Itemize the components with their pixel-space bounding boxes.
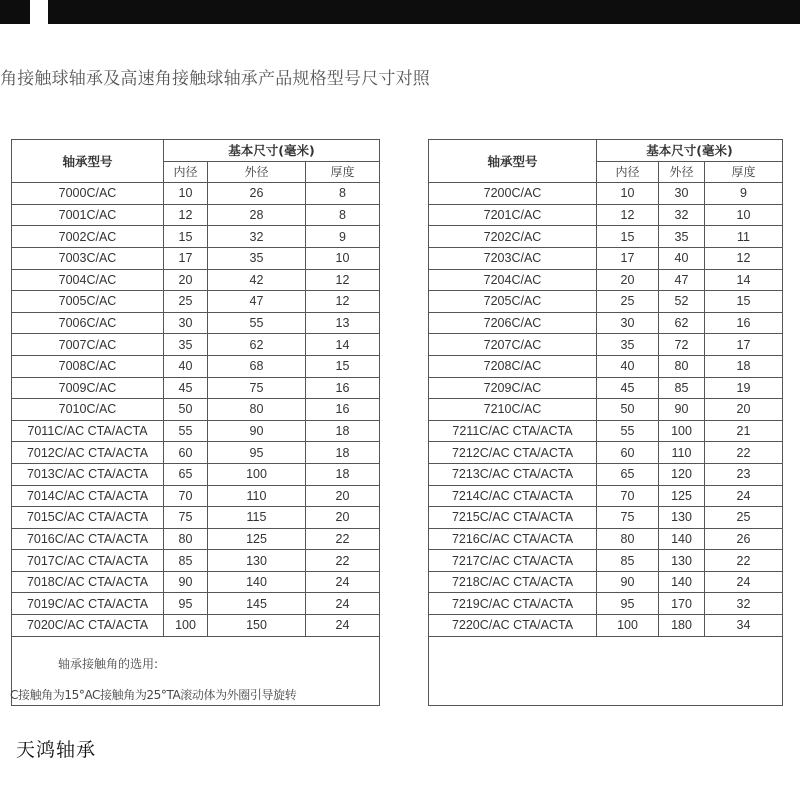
bearing-model-cell: 7205C/AC — [429, 291, 597, 313]
table-row — [429, 247, 783, 269]
outer-diameter-cell: 47 — [208, 291, 306, 313]
outer-diameter-cell: 140 — [659, 571, 705, 593]
inner-diameter-cell: 90 — [597, 571, 659, 593]
table-row — [12, 312, 380, 334]
inner-diameter-cell: 10 — [164, 183, 208, 205]
outer-diameter-cell: 145 — [208, 593, 306, 615]
outer-diameter-cell: 90 — [659, 399, 705, 421]
table-row — [12, 334, 380, 356]
outer-diameter-cell: 125 — [659, 485, 705, 507]
thickness-cell: 10 — [306, 247, 380, 269]
table-row — [12, 571, 380, 593]
thickness-cell: 9 — [306, 226, 380, 248]
thickness-cell: 8 — [306, 204, 380, 226]
inner-diameter-cell: 75 — [164, 507, 208, 529]
table-row — [12, 615, 380, 637]
thickness-cell: 22 — [705, 550, 783, 572]
outer-diameter-cell: 35 — [208, 247, 306, 269]
inner-diameter-cell: 65 — [597, 463, 659, 485]
bearing-model-cell: 7212C/AC CTA/ACTA — [429, 442, 597, 464]
table-row — [429, 399, 783, 421]
outer-diameter-cell: 26 — [208, 183, 306, 205]
inner-diameter-cell: 10 — [597, 183, 659, 205]
thickness-cell: 24 — [705, 485, 783, 507]
thickness-cell: 18 — [705, 355, 783, 377]
outer-diameter-cell: 100 — [208, 463, 306, 485]
table-row — [12, 442, 380, 464]
table-row — [429, 183, 783, 205]
bearing-model-cell: 7005C/AC — [12, 291, 164, 313]
bearing-model-cell: 7002C/AC — [12, 226, 164, 248]
bearing-model-cell: 7213C/AC CTA/ACTA — [429, 463, 597, 485]
thickness-cell: 32 — [705, 593, 783, 615]
spec-table-7200-series — [428, 139, 783, 637]
thickness-cell: 20 — [705, 399, 783, 421]
table-row — [12, 377, 380, 399]
outer-diameter-cell: 110 — [659, 442, 705, 464]
outer-diameter-cell: 110 — [208, 485, 306, 507]
outer-diameter-cell: 90 — [208, 420, 306, 442]
inner-diameter-cell: 85 — [597, 550, 659, 572]
inner-diameter-cell: 40 — [164, 355, 208, 377]
bearing-model-cell: 7000C/AC — [12, 183, 164, 205]
bearing-model-cell: 7219C/AC CTA/ACTA — [429, 593, 597, 615]
table-row — [12, 550, 380, 572]
page-title: 角接触球轴承及高速角接触球轴承产品规格型号尺寸对照 — [0, 69, 430, 89]
thickness-cell: 26 — [705, 528, 783, 550]
bearing-model-cell: 7012C/AC CTA/ACTA — [12, 442, 164, 464]
inner-diameter-cell: 100 — [597, 615, 659, 637]
table-header-row — [429, 140, 783, 162]
inner-diameter-cell: 50 — [164, 399, 208, 421]
inner-diameter-cell: 40 — [597, 355, 659, 377]
inner-diameter-cell: 35 — [597, 334, 659, 356]
table-row — [12, 420, 380, 442]
table-row — [12, 463, 380, 485]
note-text: C接触角为15°AC接触角为25°TA滚动体为外圈引导旋转 — [10, 688, 297, 702]
thickness-cell: 18 — [306, 463, 380, 485]
outer-diameter-cell: 68 — [208, 355, 306, 377]
thickness-cell: 25 — [705, 507, 783, 529]
outer-diameter-cell: 120 — [659, 463, 705, 485]
bearing-model-cell: 7214C/AC CTA/ACTA — [429, 485, 597, 507]
outer-diameter-cell: 47 — [659, 269, 705, 291]
bearing-model-cell: 7003C/AC — [12, 247, 164, 269]
inner-diameter-cell: 75 — [597, 507, 659, 529]
thickness-cell: 18 — [306, 442, 380, 464]
thickness-cell: 15 — [705, 291, 783, 313]
inner-diameter-cell: 45 — [597, 377, 659, 399]
table-row — [12, 593, 380, 615]
table-row — [429, 312, 783, 334]
outer-diameter-cell: 125 — [208, 528, 306, 550]
outer-diameter-cell: 35 — [659, 226, 705, 248]
outer-diameter-cell: 55 — [208, 312, 306, 334]
brand-name: 天鸿轴承 — [16, 739, 97, 761]
bearing-model-cell: 7001C/AC — [12, 204, 164, 226]
thickness-cell: 22 — [705, 442, 783, 464]
table-row — [429, 550, 783, 572]
outer-diameter-cell: 62 — [659, 312, 705, 334]
outer-diameter-cell: 75 — [208, 377, 306, 399]
thickness-cell: 21 — [705, 420, 783, 442]
bearing-model-cell: 7013C/AC CTA/ACTA — [12, 463, 164, 485]
outer-diameter-cell: 170 — [659, 593, 705, 615]
table-row — [429, 291, 783, 313]
table-row — [12, 507, 380, 529]
table-row — [429, 355, 783, 377]
outer-diameter-cell: 32 — [208, 226, 306, 248]
basic-dimensions-header: 基本尺寸(毫米) — [164, 140, 380, 162]
outer-diameter-cell: 85 — [659, 377, 705, 399]
model-column-header: 轴承型号 — [12, 140, 164, 183]
inner-diameter-cell: 45 — [164, 377, 208, 399]
bearing-model-cell: 7220C/AC CTA/ACTA — [429, 615, 597, 637]
inner-diameter-cell: 90 — [164, 571, 208, 593]
table-row — [429, 615, 783, 637]
table-row — [12, 485, 380, 507]
thickness-cell: 17 — [705, 334, 783, 356]
outer-diameter-cell: 140 — [208, 571, 306, 593]
basic-dimensions-header: 基本尺寸(毫米) — [597, 140, 783, 162]
bearing-model-cell: 7018C/AC CTA/ACTA — [12, 571, 164, 593]
inner-diameter-cell: 20 — [597, 269, 659, 291]
inner-diameter-header: 内径 — [164, 161, 208, 183]
table-row — [12, 399, 380, 421]
outer-diameter-cell: 80 — [208, 399, 306, 421]
outer-diameter-cell: 130 — [208, 550, 306, 572]
table-row — [429, 528, 783, 550]
outer-diameter-cell: 130 — [659, 507, 705, 529]
bearing-model-cell: 7217C/AC CTA/ACTA — [429, 550, 597, 572]
top-banner-gap — [30, 0, 48, 24]
inner-diameter-cell: 60 — [597, 442, 659, 464]
table-row — [12, 204, 380, 226]
inner-diameter-cell: 25 — [597, 291, 659, 313]
inner-diameter-cell: 80 — [597, 528, 659, 550]
thickness-cell: 18 — [306, 420, 380, 442]
inner-diameter-cell: 50 — [597, 399, 659, 421]
thickness-cell: 12 — [705, 247, 783, 269]
thickness-cell: 14 — [705, 269, 783, 291]
bearing-model-cell: 7004C/AC — [12, 269, 164, 291]
bearing-model-cell: 7010C/AC — [12, 399, 164, 421]
inner-diameter-cell: 70 — [597, 485, 659, 507]
thickness-cell: 23 — [705, 463, 783, 485]
bearing-model-cell: 7009C/AC — [12, 377, 164, 399]
thickness-cell: 34 — [705, 615, 783, 637]
bearing-model-cell: 7203C/AC — [429, 247, 597, 269]
bearing-model-cell: 7210C/AC — [429, 399, 597, 421]
bearing-model-cell: 7209C/AC — [429, 377, 597, 399]
thickness-header: 厚度 — [705, 161, 783, 183]
inner-diameter-cell: 25 — [164, 291, 208, 313]
inner-diameter-cell: 12 — [164, 204, 208, 226]
thickness-cell: 11 — [705, 226, 783, 248]
bearing-model-cell: 7200C/AC — [429, 183, 597, 205]
thickness-header: 厚度 — [306, 161, 380, 183]
thickness-cell: 22 — [306, 550, 380, 572]
thickness-cell: 16 — [306, 377, 380, 399]
thickness-cell: 19 — [705, 377, 783, 399]
bearing-model-cell: 7201C/AC — [429, 204, 597, 226]
bearing-model-cell: 7215C/AC CTA/ACTA — [429, 507, 597, 529]
thickness-cell: 24 — [306, 571, 380, 593]
outer-diameter-cell: 72 — [659, 334, 705, 356]
inner-diameter-cell: 95 — [164, 593, 208, 615]
bearing-model-cell: 7011C/AC CTA/ACTA — [12, 420, 164, 442]
bearing-model-cell: 7202C/AC — [429, 226, 597, 248]
model-column-header: 轴承型号 — [429, 140, 597, 183]
table-row — [429, 204, 783, 226]
table-row — [12, 183, 380, 205]
table-row — [429, 442, 783, 464]
table-row — [429, 269, 783, 291]
inner-diameter-cell: 15 — [597, 226, 659, 248]
inner-diameter-cell: 55 — [164, 420, 208, 442]
thickness-cell: 20 — [306, 507, 380, 529]
bearing-model-cell: 7015C/AC CTA/ACTA — [12, 507, 164, 529]
outer-diameter-cell: 180 — [659, 615, 705, 637]
thickness-cell: 13 — [306, 312, 380, 334]
inner-diameter-cell: 70 — [164, 485, 208, 507]
outer-diameter-cell: 42 — [208, 269, 306, 291]
thickness-cell: 12 — [306, 291, 380, 313]
table-row — [12, 355, 380, 377]
contact-angle-note-box — [11, 637, 380, 706]
table-row — [429, 377, 783, 399]
outer-diameter-cell: 40 — [659, 247, 705, 269]
bearing-model-cell: 7216C/AC CTA/ACTA — [429, 528, 597, 550]
bearing-model-cell: 7017C/AC CTA/ACTA — [12, 550, 164, 572]
outer-diameter-cell: 130 — [659, 550, 705, 572]
inner-diameter-cell: 17 — [597, 247, 659, 269]
bearing-model-cell: 7208C/AC — [429, 355, 597, 377]
thickness-cell: 16 — [705, 312, 783, 334]
table-row — [429, 593, 783, 615]
thickness-cell: 16 — [306, 399, 380, 421]
thickness-cell: 24 — [306, 593, 380, 615]
table-row — [429, 507, 783, 529]
outer-diameter-cell: 30 — [659, 183, 705, 205]
table-row — [12, 226, 380, 248]
table-row — [12, 291, 380, 313]
thickness-cell: 12 — [306, 269, 380, 291]
outer-diameter-cell: 115 — [208, 507, 306, 529]
table-row — [429, 334, 783, 356]
outer-diameter-cell: 62 — [208, 334, 306, 356]
thickness-cell: 24 — [705, 571, 783, 593]
inner-diameter-cell: 60 — [164, 442, 208, 464]
inner-diameter-cell: 80 — [164, 528, 208, 550]
inner-diameter-cell: 55 — [597, 420, 659, 442]
thickness-cell: 22 — [306, 528, 380, 550]
table-row — [429, 420, 783, 442]
outer-diameter-header: 外径 — [208, 161, 306, 183]
top-banner-bar — [0, 0, 800, 24]
inner-diameter-cell: 65 — [164, 463, 208, 485]
inner-diameter-cell: 85 — [164, 550, 208, 572]
inner-diameter-cell: 12 — [597, 204, 659, 226]
outer-diameter-cell: 28 — [208, 204, 306, 226]
bearing-model-cell: 7006C/AC — [12, 312, 164, 334]
outer-diameter-cell: 95 — [208, 442, 306, 464]
bearing-model-cell: 7207C/AC — [429, 334, 597, 356]
inner-diameter-cell: 30 — [597, 312, 659, 334]
inner-diameter-cell: 100 — [164, 615, 208, 637]
inner-diameter-cell: 30 — [164, 312, 208, 334]
bearing-model-cell: 7016C/AC CTA/ACTA — [12, 528, 164, 550]
bearing-model-cell: 7014C/AC CTA/ACTA — [12, 485, 164, 507]
bearing-model-cell: 7206C/AC — [429, 312, 597, 334]
thickness-cell: 20 — [306, 485, 380, 507]
outer-diameter-cell: 80 — [659, 355, 705, 377]
thickness-cell: 10 — [705, 204, 783, 226]
table-row — [429, 485, 783, 507]
bearing-model-cell: 7007C/AC — [12, 334, 164, 356]
table-row — [12, 247, 380, 269]
thickness-cell: 9 — [705, 183, 783, 205]
bearing-model-cell: 7019C/AC CTA/ACTA — [12, 593, 164, 615]
thickness-cell: 8 — [306, 183, 380, 205]
outer-diameter-header: 外径 — [659, 161, 705, 183]
note-heading: 轴承接触角的选用: — [58, 657, 159, 671]
table-row — [429, 463, 783, 485]
inner-diameter-cell: 20 — [164, 269, 208, 291]
outer-diameter-cell: 32 — [659, 204, 705, 226]
outer-diameter-cell: 100 — [659, 420, 705, 442]
table-row — [429, 226, 783, 248]
thickness-cell: 15 — [306, 355, 380, 377]
bearing-model-cell: 7211C/AC CTA/ACTA — [429, 420, 597, 442]
inner-diameter-cell: 17 — [164, 247, 208, 269]
table-row — [12, 528, 380, 550]
thickness-cell: 14 — [306, 334, 380, 356]
outer-diameter-cell: 150 — [208, 615, 306, 637]
empty-note-box — [428, 637, 783, 706]
table-row — [12, 269, 380, 291]
inner-diameter-cell: 95 — [597, 593, 659, 615]
bearing-model-cell: 7218C/AC CTA/ACTA — [429, 571, 597, 593]
bearing-model-cell: 7020C/AC CTA/ACTA — [12, 615, 164, 637]
bearing-model-cell: 7204C/AC — [429, 269, 597, 291]
outer-diameter-cell: 52 — [659, 291, 705, 313]
thickness-cell: 24 — [306, 615, 380, 637]
table-header-row — [12, 140, 380, 162]
inner-diameter-cell: 15 — [164, 226, 208, 248]
spec-table-7000-series — [11, 139, 380, 637]
inner-diameter-header: 内径 — [597, 161, 659, 183]
inner-diameter-cell: 35 — [164, 334, 208, 356]
outer-diameter-cell: 140 — [659, 528, 705, 550]
table-row — [429, 571, 783, 593]
bearing-model-cell: 7008C/AC — [12, 355, 164, 377]
